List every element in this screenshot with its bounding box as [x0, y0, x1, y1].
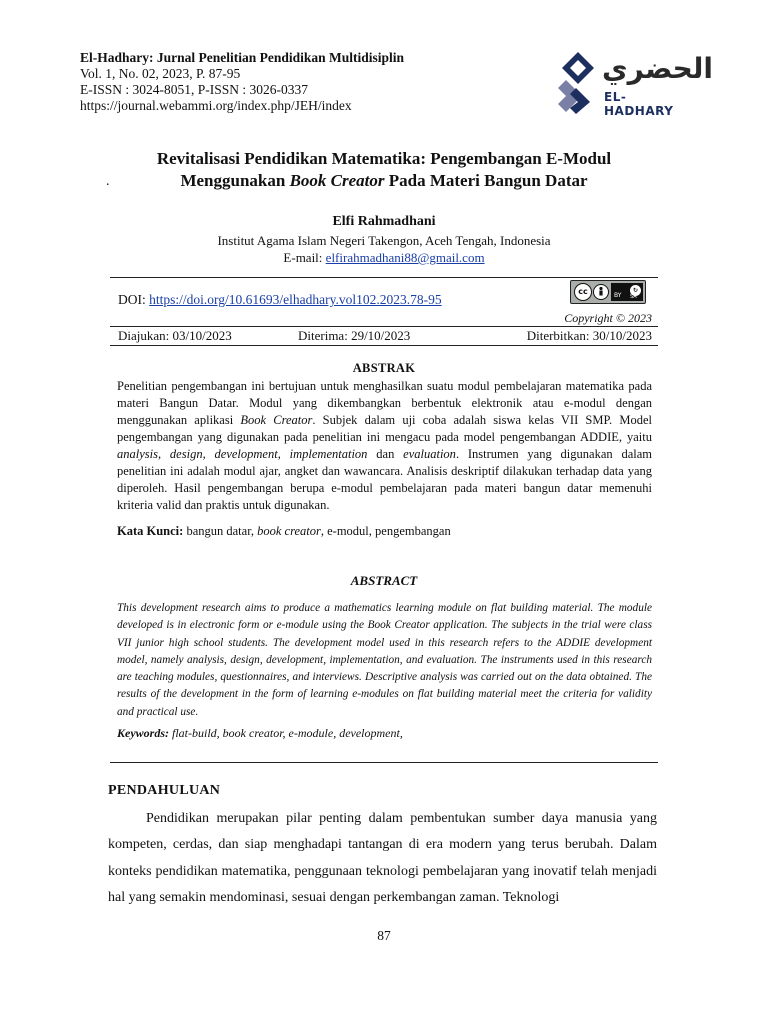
- license-by-text: BY: [614, 292, 622, 299]
- sa-icon: ↻: [629, 284, 642, 297]
- kata-kunci: [117, 524, 652, 539]
- author-email: [100, 250, 668, 266]
- abstrak-heading: ABSTRAK: [352, 361, 416, 375]
- doi-line: [118, 292, 442, 308]
- journal-volume: Vol. 1, No. 02, 2023, P. 87-95: [80, 66, 241, 81]
- section-title: PENDAHULUAN: [108, 783, 221, 798]
- abstrak-part: Penelitian pengembangan ini bertujuan untuk menghasilkan suatu modul pembelajaran matematika pada materi Bangun Datar. Modul yang dikembangkan berbentuk elektronik atau e-modul dengan menggunakan aplikasi: [117, 379, 652, 427]
- abstrak-part: dan: [367, 447, 404, 461]
- kata-kunci-text: bangun datar,: [183, 524, 258, 538]
- keywords-text: flat-build, book creator, e-module, development,: [169, 726, 403, 740]
- journal-header: [80, 50, 540, 114]
- abstrak-part: . Instrumen yang digunakan dalam penelitian ini adalah modul ajar, angket dan wawancara. Analisis deskriptif dilakukan terhadap data yang diperoleh. Hasil pengembangan berupa e-modul pembelajaran pada materi bangun datar memenuhi kriteria valid dan praktis untuk digunakan.: [117, 447, 653, 512]
- by-icon: [593, 284, 609, 300]
- stray-mark: .: [106, 174, 110, 189]
- logo-text: EL-HADHARY: [604, 90, 674, 118]
- title-text-end: Pada Materi Bangun Datar: [384, 171, 588, 190]
- keywords: [117, 726, 652, 741]
- divider-dates-bottom: [110, 345, 658, 346]
- title-italic: Book Creator: [289, 171, 385, 190]
- logo-mark-icon: [556, 50, 600, 116]
- title-text: Menggunakan: [180, 171, 290, 190]
- logo-arabic-text: الحضري: [602, 52, 713, 85]
- keywords-label: Keywords:: [117, 726, 169, 740]
- abstract-text: This development research aims to produce a mathematics learning module on flat building material. The module developed is in electronic form or e-module using the Book Creator application. The subjects in the trial were class VII junior high school students. The development model used in this research refers to the ADDIE development model, namely analysis, design, development, implementation, and evaluation. The instruments used in this research are teaching modules, questionnaires, and interviews. Descriptive analysis was carried out on the data obtained. The results of the development in the form of learning e-modules on flat building material meet the criteria for validity and practical use.: [117, 602, 652, 718]
- doi-label: DOI:: [118, 292, 150, 307]
- accepted-date: Diterima: 29/10/2023: [298, 328, 411, 343]
- abstract-heading: ABSTRACT: [350, 573, 418, 588]
- cc-license-badge[interactable]: [570, 280, 646, 304]
- abstrak-italic: Book Creator: [240, 413, 313, 427]
- journal-name: El-Hadhary: Jurnal Penelitian Pendidikan Multidisiplin: [80, 50, 405, 65]
- article-title: [100, 148, 668, 192]
- abstrak-text: [117, 378, 652, 514]
- title-line-1: Revitalisasi Pendidikan Matematika: Pengembangan E-Modul: [156, 149, 612, 168]
- divider-dates-top: [110, 326, 658, 327]
- author-affiliation: Institut Agama Islam Negeri Takengon, Aceh Tengah, Indonesia: [217, 233, 551, 248]
- abstrak-italic: evaluation: [403, 447, 456, 461]
- title-line-2: [100, 170, 668, 192]
- journal-issn: E-ISSN : 3024-8051, P-ISSN : 3026-0337: [80, 82, 309, 97]
- submitted-date: Diajukan: 03/10/2023: [118, 328, 232, 343]
- kata-kunci-label: Kata Kunci:: [117, 524, 184, 538]
- abstrak-italic: analysis, design, development, implementation: [117, 447, 368, 461]
- journal-url[interactable]: https://journal.webammi.org/index.php/JEH/index: [80, 98, 352, 113]
- cc-icon: cc: [574, 283, 592, 301]
- copyright-notice: Copyright © 2023: [564, 311, 652, 325]
- page-number: 87: [377, 928, 391, 943]
- divider-top: [110, 277, 658, 278]
- divider-body: [110, 762, 658, 763]
- body-paragraph: Pendidikan merupakan pilar penting dalam pembentukan sumber daya manusia yang kompeten, cerdas, dan siap menghadapi tantangan di era modern yang terus berubah. Dalam konteks pendidikan matematika, penggunaan teknologi pembelajaran yang inovatif telah menjadi hal yang semakin mendominasi, sesuai dengan perkembangan zaman. Teknologi: [108, 811, 657, 905]
- abstrak-part: . Subjek dalam uji coba adalah siswa kelas VII SMP. Model pengembangan yang digunakan pada penelitian ini mengacu pada model pengembangan ADDIE, yaitu: [117, 413, 653, 444]
- kata-kunci-text: , e-modul, pengembangan: [320, 524, 451, 538]
- by-sa-strip: [611, 283, 643, 301]
- email-link[interactable]: elfirahmadhani88@gmail.com: [325, 250, 485, 265]
- license-sa-text: SA: [630, 294, 637, 300]
- author-name: Elfi Rahmadhani: [332, 214, 436, 229]
- kata-kunci-italic: book creator: [257, 524, 321, 538]
- doi-link[interactable]: https://doi.org/10.61693/elhadhary.vol102.2023.78-95: [149, 292, 442, 307]
- published-date: Diterbitkan: 30/10/2023: [526, 328, 652, 343]
- journal-logo: [556, 50, 713, 118]
- email-label: E-mail:: [283, 250, 326, 265]
